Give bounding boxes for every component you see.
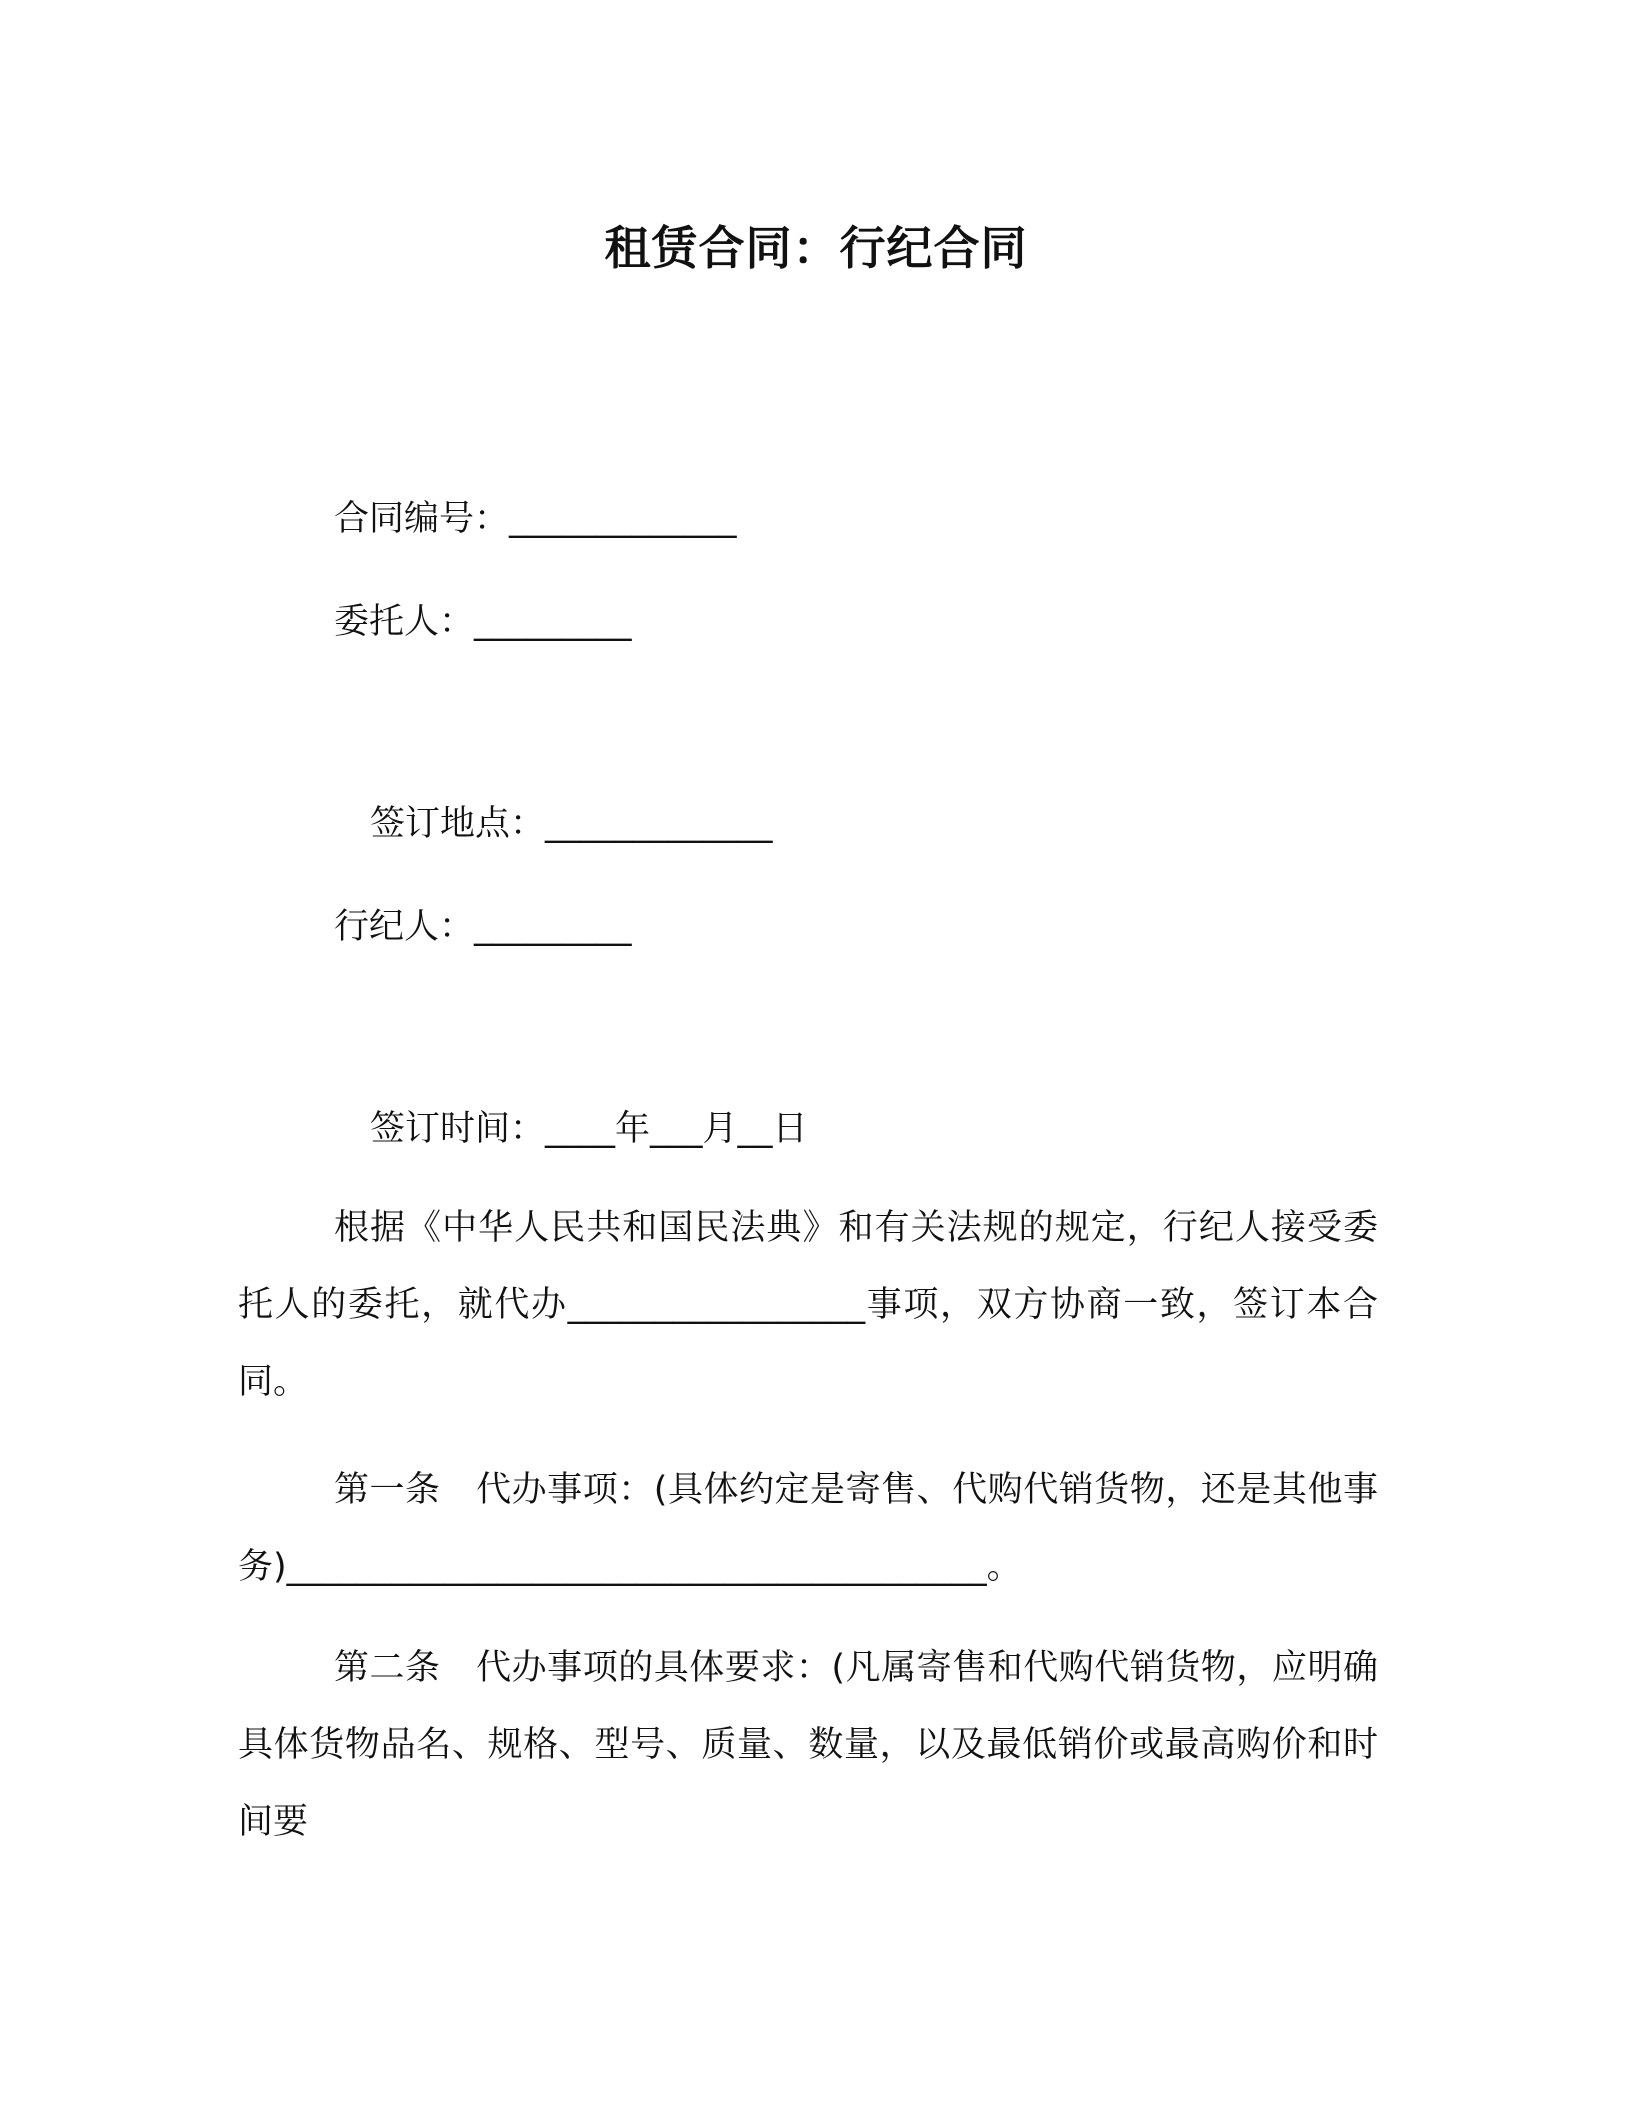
sign-time-field: 签订时间：____年___月__日: [370, 1109, 808, 1149]
article-2-paragraph: 第二条 代办事项的具体要求：(凡属寄售和代购代销货物，应明确具体货物品名、规格、型号、质量、数量，以及最低销价或最高购价和时间要: [238, 1648, 1378, 1842]
article-1-paragraph: 第一条 代办事项：(具体约定是寄售、代购代销货物，还是其他事务)________________________________________。: [238, 1470, 1378, 1587]
document-title: 租赁合同：行纪合同: [604, 221, 1028, 275]
sign-place-field: 签订地点：_____________: [370, 804, 773, 844]
contract-number-field: 合同编号：_____________: [334, 499, 737, 539]
broker-field: 行纪人：_________: [334, 907, 632, 947]
principal-field: 委托人：_________: [334, 602, 632, 642]
preamble-paragraph: 根据《中华人民共和国民法典》和有关法规的规定，行纪人接受委托人的委托，就代办_________________事项，双方协商一致，签订本合同。: [238, 1208, 1378, 1402]
